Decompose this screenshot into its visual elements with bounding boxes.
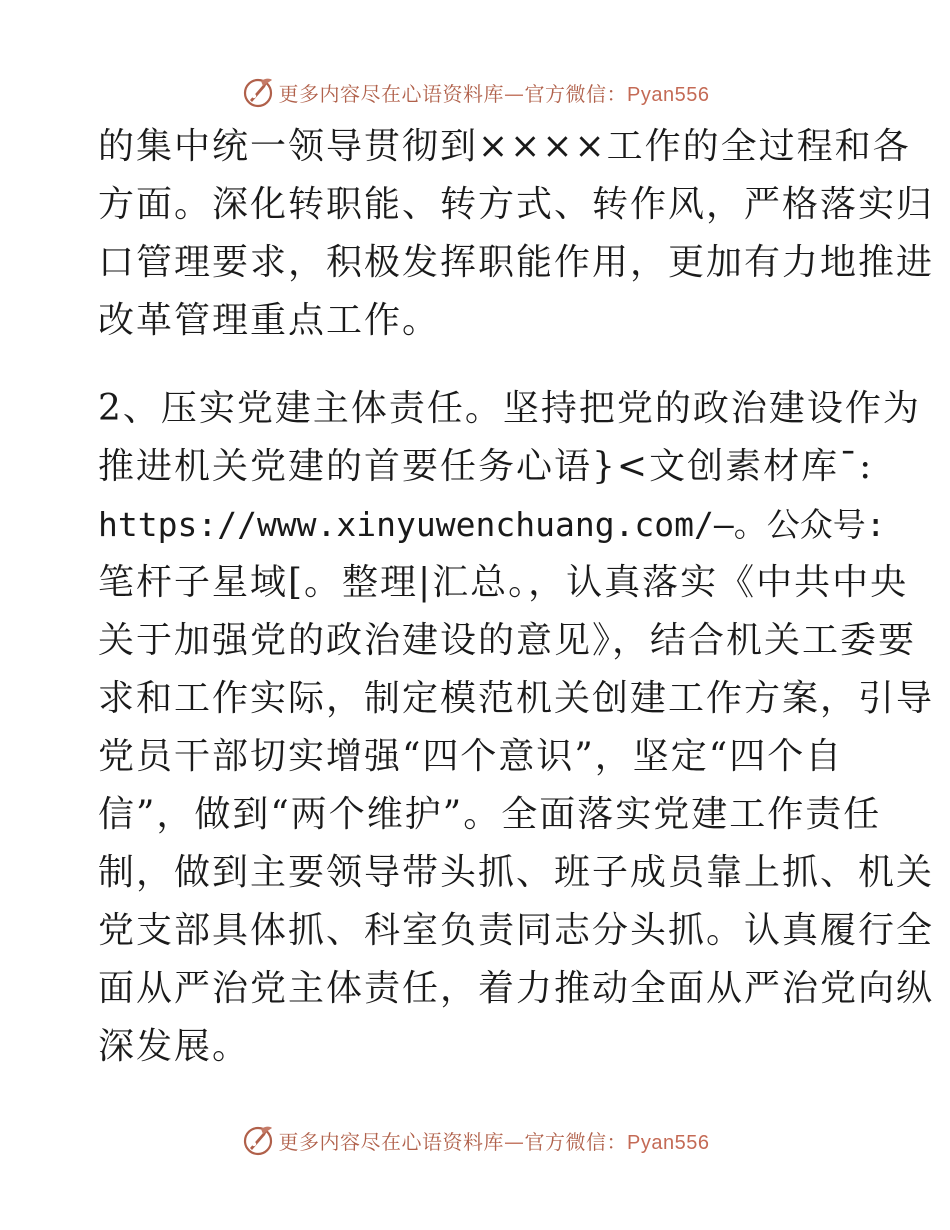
footer-watermark [0,1118,950,1162]
watermark-text [279,78,710,107]
paragraph-2 [98,380,935,1076]
text-line: 口管理要求，积极发挥职能作用，更加有力地推进 [98,242,935,283]
watermark-wechat-id: Pyan556 [627,83,710,106]
quill-pen-logo-icon [241,75,275,109]
text-line: 笔杆子星域[。整理|汇总。，认真落实《中共中央 [98,562,909,603]
text-line: 求和工作实际，制定模范机关创建工作方案，引导 [98,678,935,719]
watermark-wechat-label: 官方微信： [524,81,628,106]
text-line: 深发展。 [98,1026,251,1067]
watermark-main: 更多内容尽在心语资料库 [278,1129,505,1154]
text-line: 信”，做到“两个维护”。全面落实党建工作责任 [98,794,882,835]
text-line: 关于加强党的政治建设的意见》，结合机关工委要 [98,620,917,661]
watermark-main: 更多内容尽在心语资料库 [278,81,505,106]
text-line: 制，做到主要领导带头抓、班子成员靠上抓、机关 [98,852,935,893]
text-line: 推进机关党建的首要任务心语}<文创素材库¯: [98,446,874,487]
watermark-separator: — [504,1129,525,1154]
watermark-wechat-id: Pyan556 [627,1131,710,1154]
text-line: 党支部具体抓、科室负责同志分头抓。认真履行全 [98,910,935,951]
text-line: 面从严治党主体责任，着力推动全面从严治党向纵 [98,968,935,1009]
watermark-separator: — [504,81,525,106]
document-body [98,118,935,1076]
header-watermark [0,70,950,114]
url-line: https://www.xinyuwenchuang.com/—。公众号: [98,505,886,544]
text-line: 方面。深化转职能、转方式、转作风，严格落实归 [98,184,935,225]
text-line: 2、压实党建主体责任。坚持把党的政治建设作为 [98,388,921,429]
watermark-text [279,1126,710,1155]
text-line: 的集中统一领导贯彻到××××工作的全过程和各 [98,126,911,167]
watermark-wechat-label: 官方微信： [524,1129,628,1154]
text-line: 改革管理重点工作。 [98,300,441,341]
text-line: 党员干部切实增强“四个意识”，坚定“四个自 [98,736,844,777]
paragraph-1 [98,118,935,350]
paragraph-spacer [98,350,858,380]
quill-pen-logo-icon [241,1123,275,1157]
